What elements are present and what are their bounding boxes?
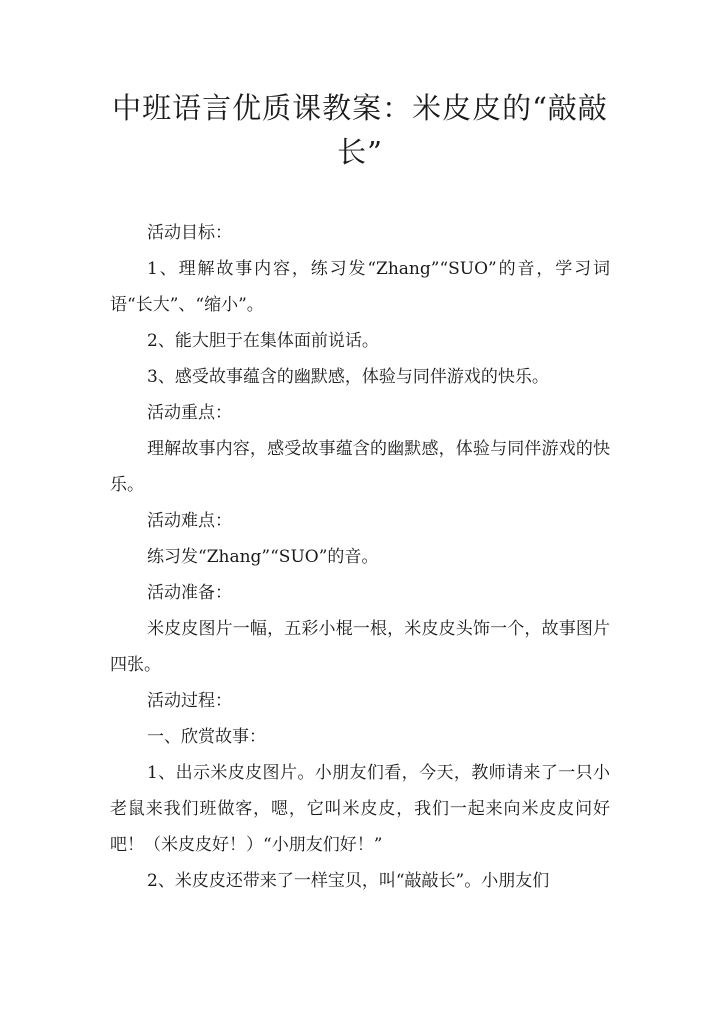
section-heading-goals: 活动目标： bbox=[147, 223, 232, 243]
process-item-1: 1、出示米皮皮图片。小朋友们看，今天，教师请来了一只小老鼠来我们班做客，嗯，它叫米皮皮，我们一起来向米皮皮问好吧！（米皮皮好！）“小朋友们好！” bbox=[110, 763, 610, 855]
goal-item-1: 1、理解故事内容，练习发“Zhang”“SUO”的音，学习词语“长大”、“缩小”。 bbox=[110, 259, 610, 315]
document-title: 中班语言优质课教案：米皮皮的“敲敲长” bbox=[112, 91, 608, 169]
section-heading-key-points: 活动重点： bbox=[147, 403, 232, 423]
section-heading-process: 活动过程： bbox=[147, 691, 232, 711]
goal-item-3: 3、感受故事蕴含的幽默感，体验与同伴游戏的快乐。 bbox=[147, 367, 549, 387]
section-heading-preparation: 活动准备： bbox=[147, 583, 232, 603]
document-body bbox=[110, 215, 610, 899]
process-step-heading-1: 一、欣赏故事： bbox=[147, 727, 266, 747]
key-points-text: 理解故事内容，感受故事蕴含的幽默感，体验与同伴游戏的快乐。 bbox=[110, 439, 610, 495]
difficulties-text: 练习发“Zhang”“SUO”的音。 bbox=[147, 547, 379, 567]
preparation-text: 米皮皮图片一幅，五彩小棍一根，米皮皮头饰一个，故事图片四张。 bbox=[110, 619, 610, 675]
goal-item-2: 2、能大胆于在集体面前说话。 bbox=[147, 331, 379, 351]
section-heading-difficulties: 活动难点： bbox=[147, 511, 232, 531]
process-item-2: 2、米皮皮还带来了一样宝贝，叫“敲敲长”。小朋友们 bbox=[147, 871, 550, 891]
